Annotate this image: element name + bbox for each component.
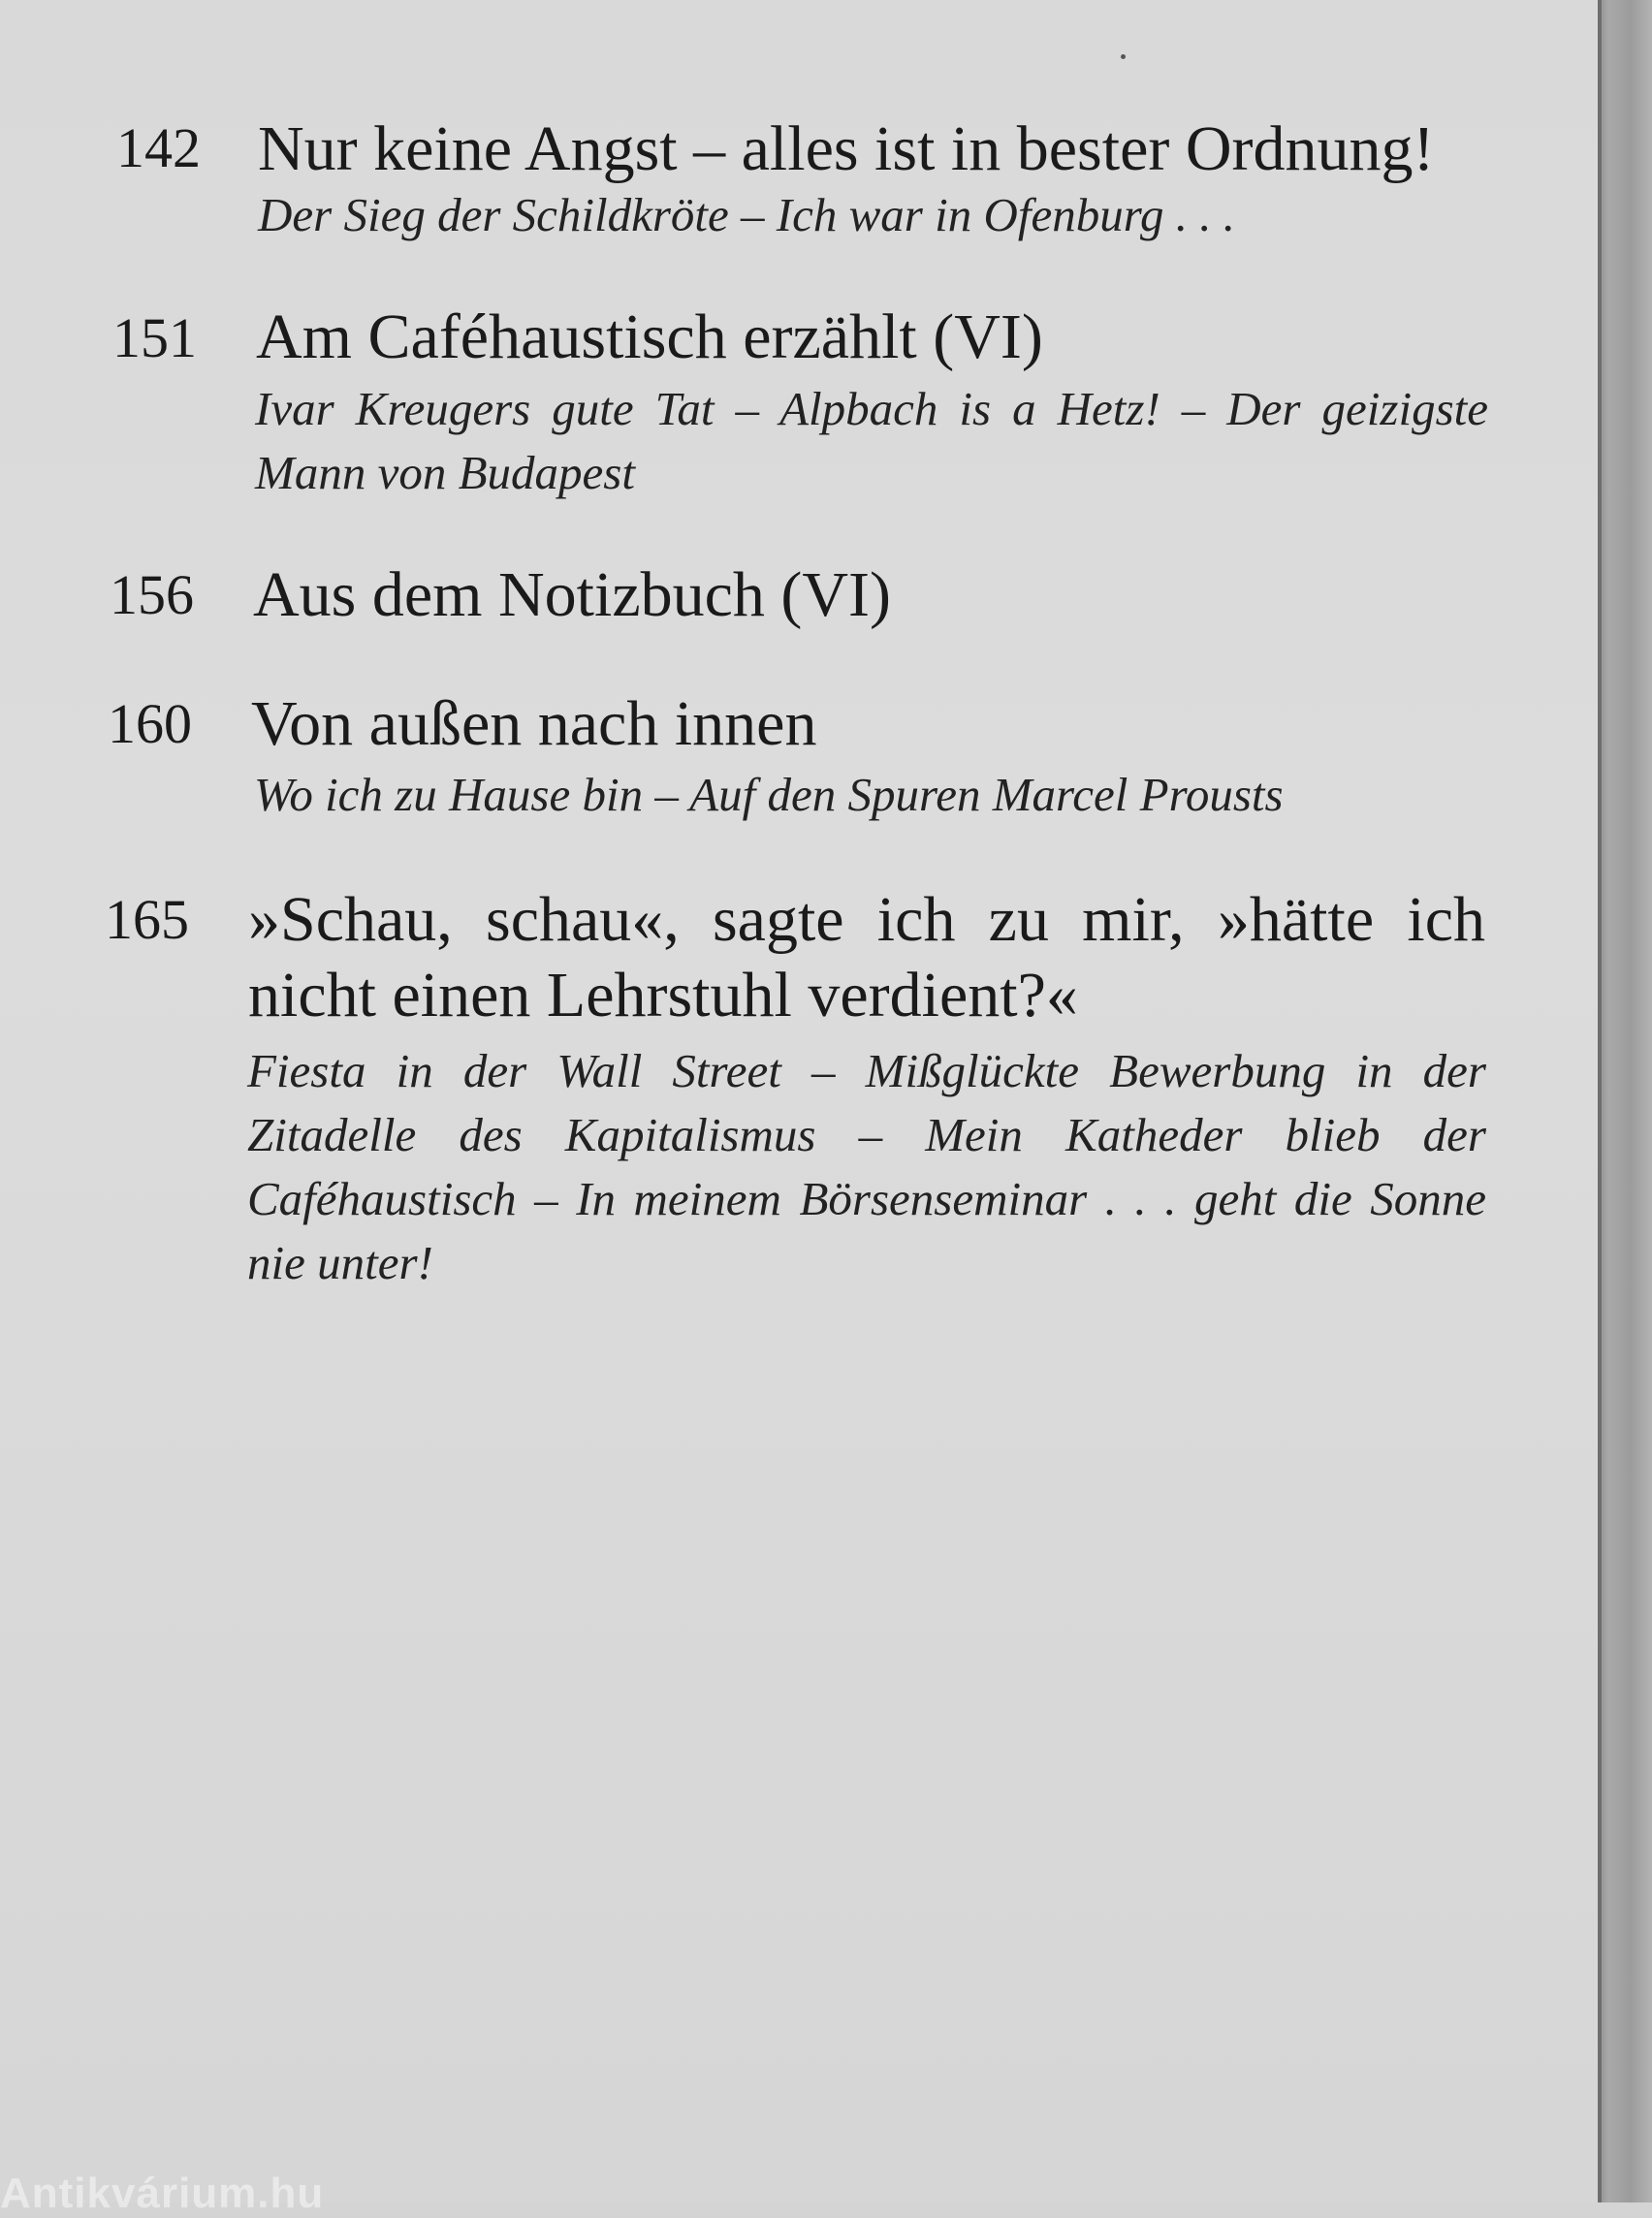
page-edge-line [1598,0,1602,2202]
toc-title: Von außen nach innen [251,688,817,759]
toc-subtitle: Wo ich zu Hause bin – Auf den Spuren Marcel Prousts [254,768,1284,821]
toc-page-number: 160 [108,692,192,755]
toc-page-number: 142 [116,116,201,179]
toc-subtitle: Fiesta in der Wall Street – Mißglückte Bewerbung in der Zitadelle des Kapitalismus – Mein Katheder blieb der Caféhaustisch – In meinem Börsenseminar . . . geht die Sonne nie unter! [247,1044,1486,1289]
toc-subtitle: Ivar Kreugers gute Tat – Alpbach is a Hetz! – Der geizigste Mann von Budapest [255,382,1488,499]
toc-page-number: 156 [110,563,194,626]
toc-page-number: 165 [105,888,189,951]
paper-speck [1121,54,1126,59]
toc-page-number: 151 [112,306,197,369]
toc-title: Am Caféhaustisch erzählt (VI) [256,301,1043,372]
toc-title: Aus dem Notizbuch (VI) [253,559,892,630]
toc-subtitle: Der Sieg der Schildkröte – Ich war in Ofenburg . . . [258,188,1235,241]
page-edge-shadow [1598,0,1652,2202]
watermark-text: Antikvárium.hu [0,2170,325,2217]
toc-title: »Schau, schau«, sagte ich zu mir, »hätte ich nicht einen Lehrstuhl verdient?« [248,884,1485,1030]
toc-title: Nur keine Angst – alles ist in bester Ordnung! [258,113,1435,184]
